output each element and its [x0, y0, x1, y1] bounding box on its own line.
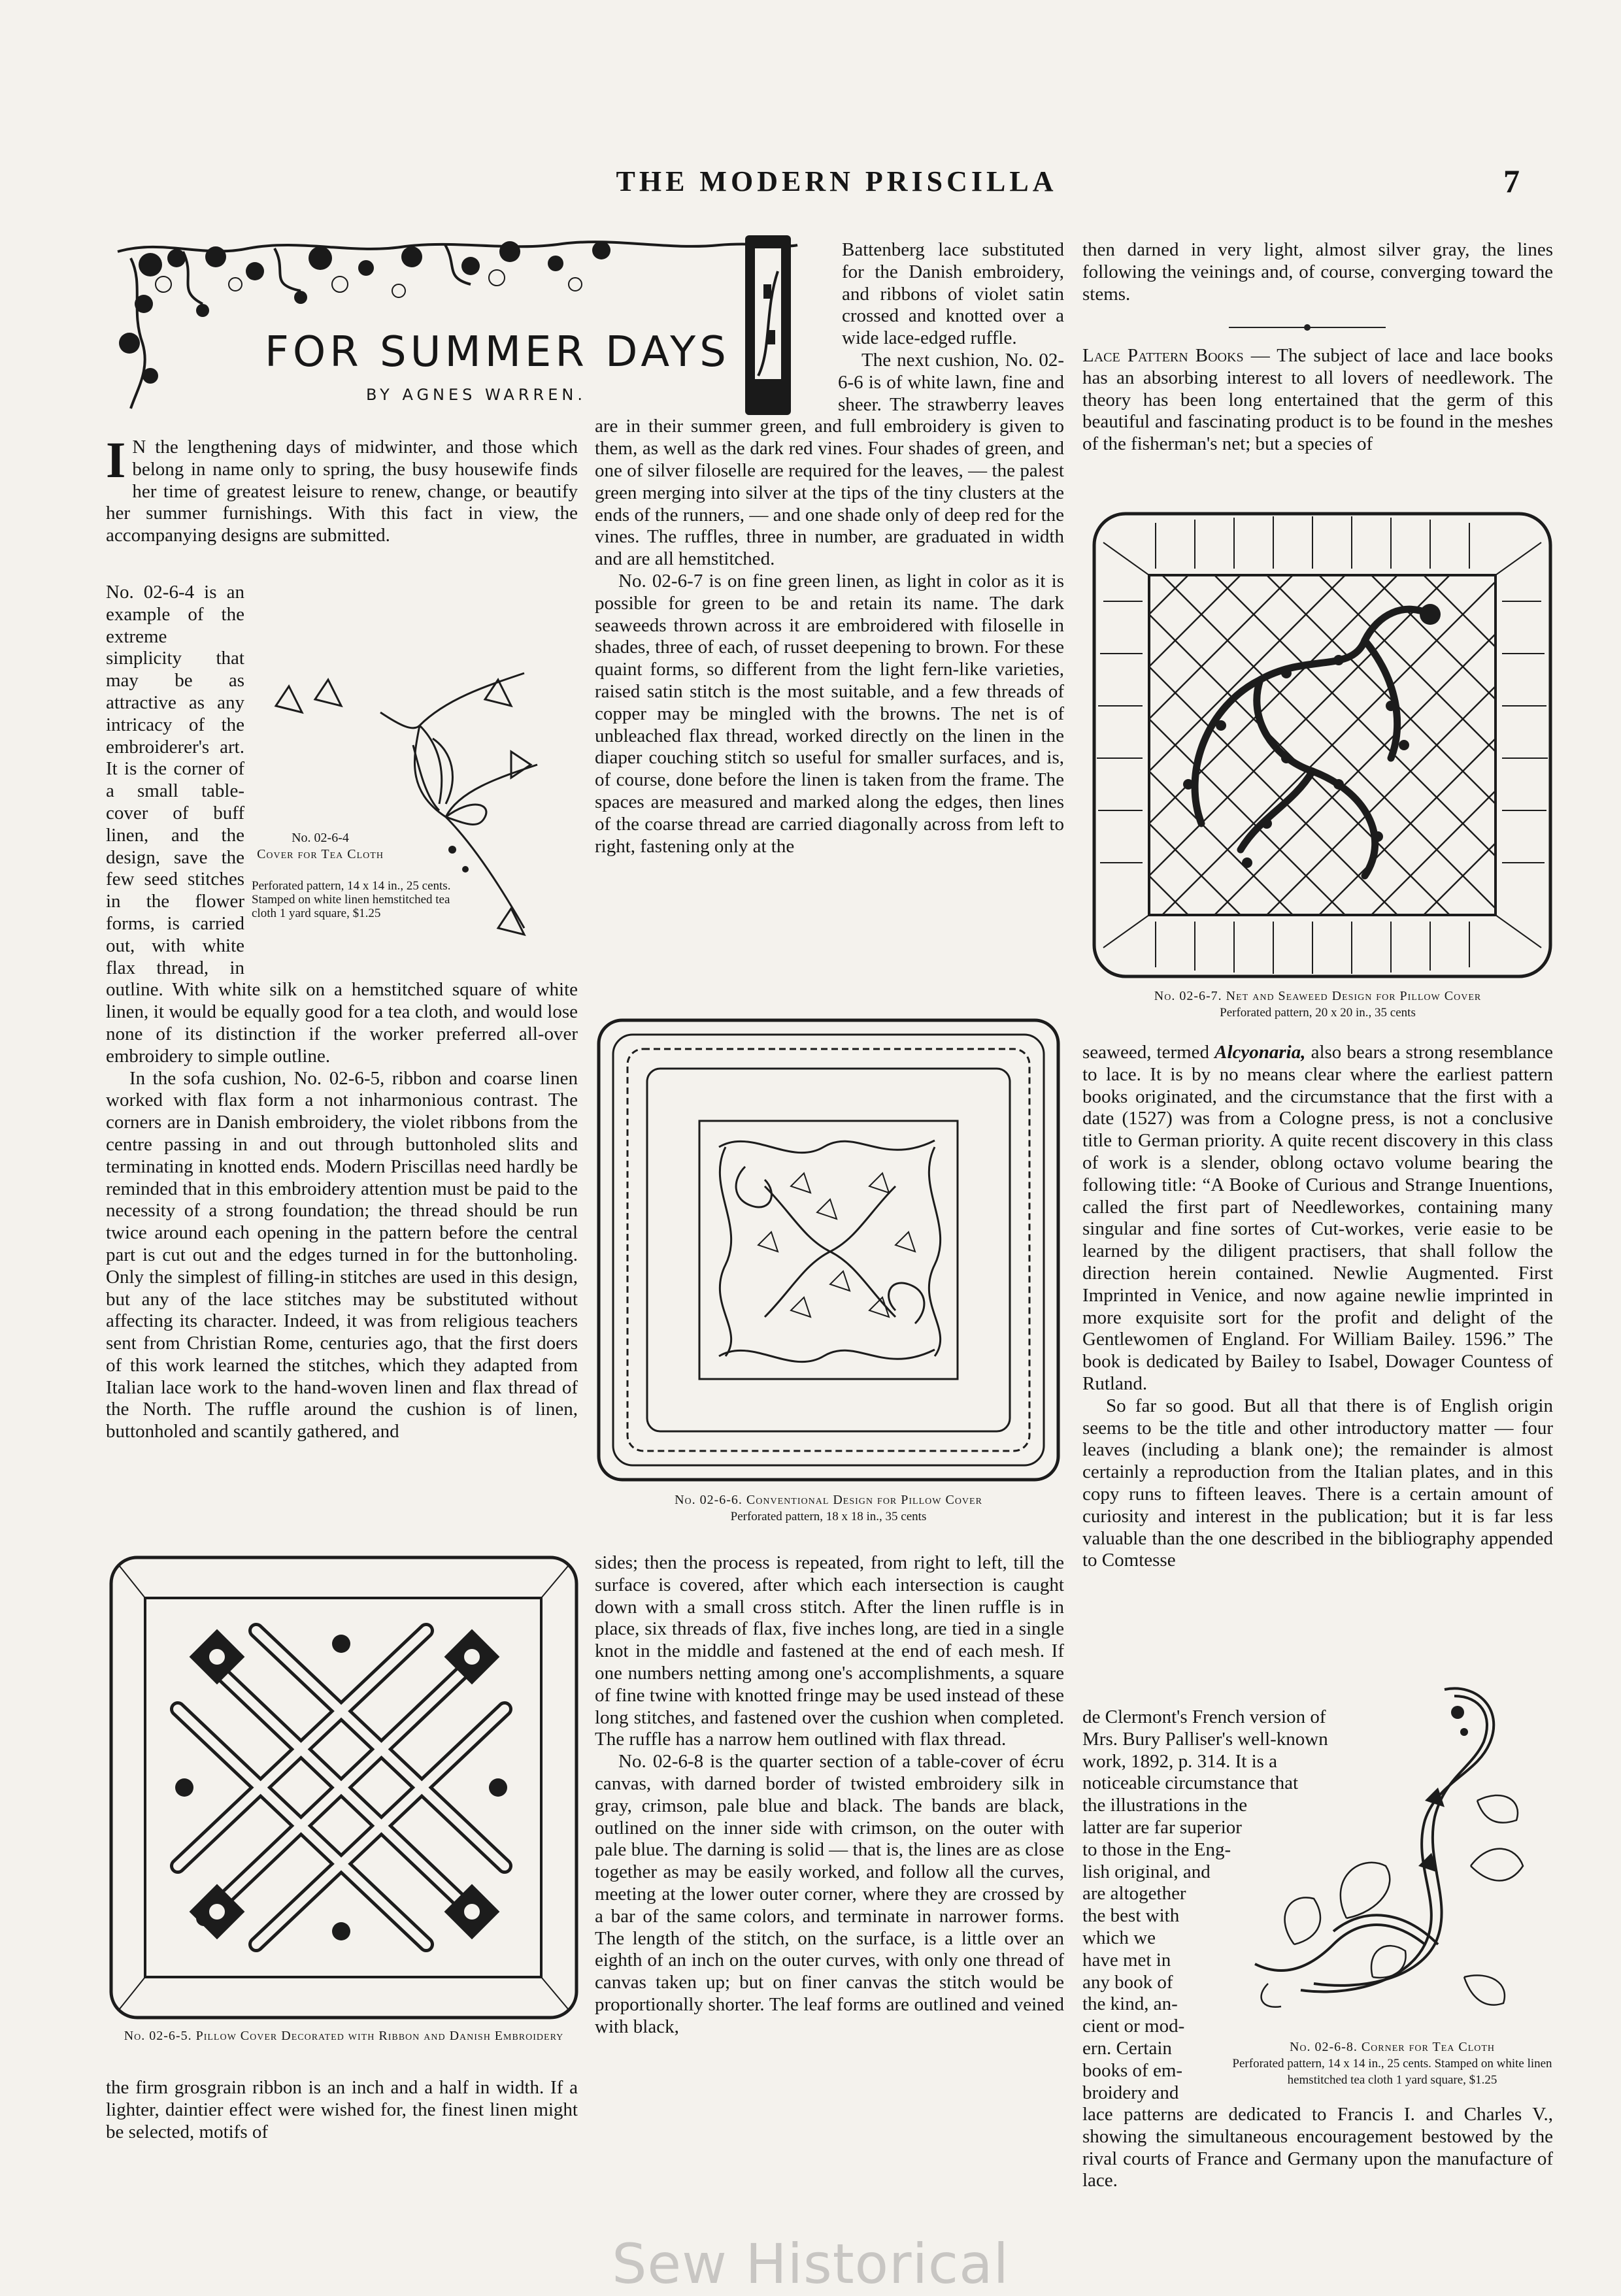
col3-paragraph-4: So far so good. But all that there is of English origin seems to be the title and other introductory matter — four leaves (including a blank one); the remainder is almost certainly a reproduction from the Italian plates, and in this copy runs to fifteen leaves. There is a certain amount of curiosity and interest in the publication; but it is far less valuable than the one described in the bibliography appended to Comtesse: [1082, 1395, 1553, 1571]
col1-paragraph-1: I N the lengthening days of midwinter, and those which belong in name only to spring, the busy housewife finds her time of greatest leisure to renew, change, or beautify her summer furnishings. With this fact in view, the accompanying designs are submitted.: [106, 431, 578, 546]
col1-paragraph-4: the firm grosgrain ribbon is an inch and a half in width. If a lighter, daintier effect were wished for, the finest linen might be selected, motifs of: [106, 2077, 578, 2142]
column-2-bottom: [595, 1552, 1064, 2038]
lace-pattern-books-title: Lace Pattern Books: [1082, 345, 1244, 366]
wrap-line: the illustrations in the: [1082, 1795, 1248, 1816]
col3-paragraph-5: lace patterns are dedicated to Francis I. and Charles V., showing the simultaneous encouragement bestowed by the rival courts of France and Germany upon the manufacture of lace.: [1082, 2104, 1553, 2191]
col1-paragraph-2: No. 02-6-4 is an example of the extreme simplicity that may be as attractive as any intricacy of the embroiderer's art. It is the corner of a small table-cover of buff linen, and the design, save the few seed stitches in the flower forms, is carried out, with white flax thread, in outline. With white silk on a hemstitched square of white linen, it would be equally good for a tea cloth, and would lose none of its distinction if the worker preferred all-over embroidery to simple outline.: [106, 582, 578, 1067]
figure-7-net-seaweed-drawing: [1090, 510, 1554, 980]
column-3-bottom: [1082, 2104, 1553, 2192]
figure-8-caption: [1229, 2039, 1556, 2088]
col2-paragraph-3: No. 02-6-7 is on fine green linen, as light in color as it is possible for green to be and retain its name. The dark seaweeds thrown across it are embroidered with filoselle in shades, three of each, of russet deepening to brown. For these quaint forms, so different from the light fern-like varieties, raised satin stitch is the most suitable, and a few threads of copper may be mingled with the browns. The net is of unbleached flax thread, worked directly on the linen in the diaper couching stitch so useful for smaller surfaces, and is, of course, done before the linen is taken from the frame. The spaces are measured and marked along the edges, then lines of the coarse thread are carried diagonally across from left to right, fastening only at the: [595, 570, 1064, 857]
wrap-line: books of em-: [1082, 2059, 1183, 2081]
figure-8-title: No. 02-6-8. Corner for Tea Cloth: [1289, 2040, 1496, 2054]
figure-4-note: Perforated pattern, 14 x 14 in., 25 cents. Stamped on white linen hemstitched tea cloth 1 yard square, $1.25: [252, 879, 451, 920]
wrap-line: noticeable circumstance that: [1082, 1772, 1299, 1794]
col2-paragraph-4: sides; then the process is repeated, from right to left, till the surface is covered, after which each intersection is caught down with a small cross stitch. After the linen ruffle is in place, six threads of flax, five inches long, are tied in a single knot in the middle and fastened at the end of each mesh. If one numbers netting among one's accomplishments, a square of fine twine with knotted fringe may be used instead of these long stitches, and fastened over the cushion when completed. The ruffle has a narrow hem outlined with flax thread.: [595, 1552, 1064, 1750]
wrap-line: the kind, an-: [1082, 1993, 1178, 2015]
drop-cap: I: [106, 431, 126, 488]
running-head: THE MODERN PRISCILLA: [616, 165, 1058, 197]
col3-paragraph-1: then darned in very light, almost silver gray, the lines following the veinings and, of course, converging toward the stems.: [1082, 239, 1553, 305]
figure-4-caption: [248, 830, 392, 863]
col2-paragraph-2: The next cushion, No. 02-6-6 is of white lawn, fine and sheer. The strawberry leaves are in their summer green, and full embroidery is given to them, as well as the dark red vines. Four shades of green, and one of silver filoselle are required for the leaves, — the palest green merging into silver at the tips of the tiny clusters at the ends of the runners, — and one shade only of deep red for the vines. The ruffles, three in number, are graduated in width and are all hemstitched.: [595, 349, 1064, 570]
wrap-line: have met in: [1082, 1949, 1171, 1971]
wrap-line: the best with: [1082, 1905, 1180, 1927]
article-byline: BY AGNES WARREN.: [366, 386, 586, 404]
col1-paragraph-3: In the sofa cushion, No. 02-6-5, ribbon and coarse linen worked with flax form a not inharmonious contrast. The corners are in Danish embroidery, the violet ribbons from the centre passing in and out through buttonholed slits and terminating in knotted ends. Modern Priscillas need hardly be reminded that in this embroidery attention must be paid to the necessity of a strong foundation; the thread should be run twice around each opening in the pattern before the central part is cut out and the edges turned in for the buttonholing. Only the simplest of filling-in stitches are used in this design, but any of the lace stitches may be substituted without affecting its character. Indeed, it was from religious teachers sent from Christian Rome, centuries ago, that the first doers of this work learned the stitches, which they adapted from Italian lace work to the hand-woven linen and flax thread of the North. The ruffle around the cushion is of linen, buttonholed and scantily gathered, and: [106, 1067, 578, 1442]
col2-paragraph-1: Battenberg lace substituted for the Danish embroidery, and ribbons of violet satin crossed and knotted over a wide lace-edged ruffle.: [842, 239, 1064, 349]
figure-7-title: No. 02-6-7. Net and Seaweed Design for Pillow Cover: [1154, 989, 1482, 1003]
wrap-line: de Clermont's French version of: [1082, 1706, 1326, 1727]
wrap-line: to those in the Eng-: [1082, 1838, 1231, 1860]
figure-6-caption: [595, 1492, 1062, 1525]
section-divider-ornament: [1304, 324, 1311, 331]
figure-6-pillow-cover-drawing: [595, 1016, 1062, 1484]
column-1-bottom: [106, 2077, 578, 2143]
col3-paragraph-2: Lace Pattern Books — The subject of lace and lace books has an absorbing interest to all lovers of needlework. The theory has been long entertained that the germ of this beautiful and fascinating product is to be found in the meshes of the fisherman's net; but a species of: [1082, 345, 1553, 455]
column-1-top: [106, 431, 578, 547]
wrap-line: cient or mod-: [1082, 2016, 1185, 2037]
article-heading: FOR SUMMER DAYS: [265, 328, 730, 376]
watermark: Sew Historical: [612, 2232, 1009, 2296]
col3-paragraph-3: seaweed, termed Alcyonaria, also bears a strong resemblance to lace. It is by no means clear where the earliest pattern books originated, and the circumstance that the first with a date (1527) was from a Cologne press, is not a conclusive title to German priority. A quite recent discovery in this class of work is a slender, oblong octavo volume bearing the following title: “A Booke of Curious and Strange Inuentions, called the first part of Needleworkes, containing many singular and fine sortes of Cut-workes, verie easie to be learned by the diligent practisers, that shall follow the direction herein contained. Newlie Augmented. First Imprinted in Venice, and now againe newlie imprinted in more exquisite sort for the profit and delight of the Gentlewomen of England. For William Bailey. 1596.” The book is dedicated by Bailey to Isabel, Dowager Countess of Rutland.: [1082, 1042, 1554, 1394]
figure-5-pillow-cover-drawing: [106, 1552, 582, 2023]
wrap-line: broidery and: [1082, 2082, 1179, 2103]
wrap-line: latter are far superior: [1082, 1816, 1242, 1838]
wrap-line: which we: [1082, 1927, 1156, 1948]
column-3-middle: [1082, 1042, 1553, 1572]
figure-6-title: No. 02-6-6. Conventional Design for Pillow Cover: [675, 1493, 982, 1507]
figure-7-caption: [1082, 988, 1553, 1021]
figure-4-number: No. 02-6-4: [292, 831, 349, 845]
figure-4-title: Cover for Tea Cloth: [257, 847, 384, 861]
column-2-top: [595, 239, 1064, 857]
figure-8-corner-drawing: [1229, 1670, 1556, 2033]
column-3-top: [1082, 239, 1553, 305]
wrap-line: lish original, and: [1082, 1861, 1211, 1882]
wrap-line: ern. Certain: [1082, 2037, 1172, 2059]
figure-5-title: No. 02-6-5. Pillow Cover Decorated with Ribbon and Danish Embroidery: [124, 2029, 564, 2043]
wrap-line: are altogether: [1082, 1883, 1186, 1905]
figure-6-note: Perforated pattern, 18 x 18 in., 35 cents: [730, 1510, 927, 1523]
page-number: 7: [1503, 163, 1520, 199]
wrap-line: Mrs. Bury Palliser's well-known: [1082, 1728, 1328, 1750]
col2-paragraph-5: No. 02-6-8 is the quarter section of a table-cover of écru canvas, with darned border of twisted embroidery silk in gray, crimson, pale blue and black. The bands are black, outlined on the inner side with crimson, on the outer with pale blue. The darning is solid — that is, the lines are as close together as may be easily worked, and follow all the curves, meeting at the lower outer corner, where they are crossed by a bar of the same colors, and terminate in narrower forms. The length of the stitch, on the surface, is a little over an eighth of an inch on the outer curves, with only one thread of canvas taken up; but on finer canvas the stitch would be proportionally shorter. The leaf forms are outlined and veined with black,: [595, 1751, 1064, 2037]
figure-5-caption: [106, 2028, 582, 2044]
alcyonaria-term: Alcyonaria,: [1214, 1042, 1306, 1063]
figure-7-note: Perforated pattern, 20 x 20 in., 35 cents: [1220, 1006, 1416, 1020]
wrap-line: any book of: [1082, 1971, 1173, 1993]
heading-wrap: [595, 350, 838, 397]
figure-8-note: Perforated pattern, 14 x 14 in., 25 cents. Stamped on white linen hemstitched tea cloth 1 yard square, $1.25: [1232, 2057, 1552, 2087]
column-3-lace: [1082, 345, 1553, 456]
wrap-line: work, 1892, p. 314. It is a: [1082, 1750, 1278, 1772]
